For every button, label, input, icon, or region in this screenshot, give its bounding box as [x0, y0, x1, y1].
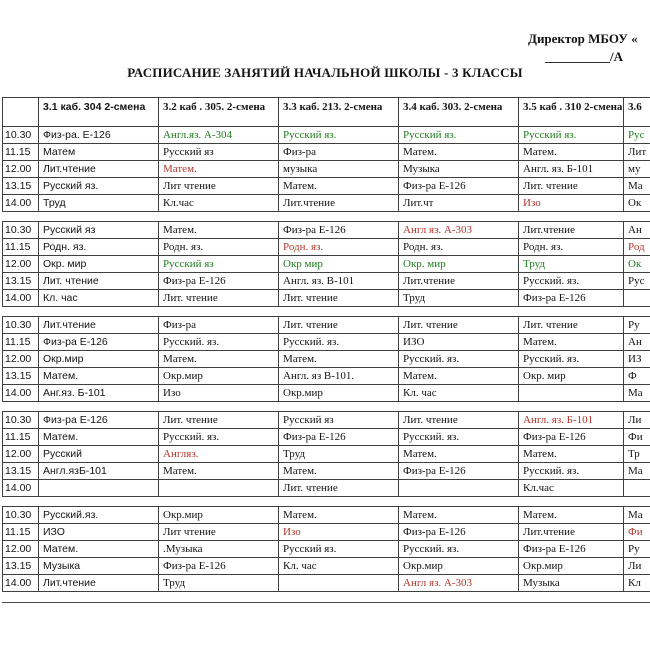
- subject-cell: Ру: [624, 317, 650, 334]
- time-cell: 11.15: [3, 239, 39, 256]
- subject-cell: Родн. яз.: [519, 239, 624, 256]
- subject-cell: Ан: [624, 222, 650, 239]
- schedule-day-3: [2, 316, 650, 402]
- subject-cell: Физ-ра Е-126: [399, 524, 519, 541]
- table-row: [3, 446, 650, 463]
- subject-cell: Русский. яз.: [399, 429, 519, 446]
- subject-cell: Музыка: [399, 161, 519, 178]
- subject-cell: Лит.чтение: [279, 195, 399, 212]
- subject-cell: Окр. мир: [519, 368, 624, 385]
- subject-cell: Физ-ра Е-126: [39, 334, 159, 351]
- time-cell: 12.00: [3, 446, 39, 463]
- subject-cell: Ма: [624, 178, 650, 195]
- table-row: [3, 290, 650, 307]
- subject-cell: Англ яз. А-303: [399, 222, 519, 239]
- page-title: РАСПИСАНИЕ ЗАНЯТИЙ НАЧАЛЬНОЙ ШКОЛЫ - 3 КЛАССЫ: [127, 65, 523, 80]
- subject-cell: Русский яз.: [519, 127, 624, 144]
- subject-cell: Труд: [279, 446, 399, 463]
- subject-cell: Англяз.: [159, 446, 279, 463]
- subject-cell: Лит. чтение: [159, 412, 279, 429]
- subject-cell: Физ-ра Е-126: [159, 558, 279, 575]
- subject-cell: Физ-ра Е-126: [519, 290, 624, 307]
- subject-cell: Ан: [624, 334, 650, 351]
- subject-cell: Русский яз: [159, 256, 279, 273]
- subject-cell: Матем.: [399, 446, 519, 463]
- subject-cell: Физ-ра Е-126: [279, 222, 399, 239]
- subject-cell: Русский. яз.: [159, 334, 279, 351]
- subject-cell: Матем.: [39, 368, 159, 385]
- table-bottom-border: [2, 602, 650, 603]
- subject-cell: Окр мир: [279, 256, 399, 273]
- subject-cell: Родн. яз.: [39, 239, 159, 256]
- schedule-day-5: [2, 506, 650, 592]
- time-cell: 11.15: [3, 524, 39, 541]
- subject-cell: [159, 480, 279, 497]
- subject-cell: Лит. чтение: [279, 290, 399, 307]
- time-cell: 10.30: [3, 317, 39, 334]
- subject-cell: [39, 480, 159, 497]
- subject-cell: Кл. час: [39, 290, 159, 307]
- subject-cell: Кл.час: [159, 195, 279, 212]
- time-cell: 11.15: [3, 429, 39, 446]
- subject-cell: Лит чтение: [159, 524, 279, 541]
- subject-cell: Окр.мир: [399, 558, 519, 575]
- subject-cell: Матем.: [399, 368, 519, 385]
- time-cell: 11.15: [3, 144, 39, 161]
- table-row: [3, 239, 650, 256]
- subject-cell: Русский яз.: [279, 127, 399, 144]
- subject-cell: Фи: [624, 524, 650, 541]
- time-column-header: [3, 98, 39, 127]
- schedule-day-2: [2, 221, 650, 307]
- director-line: Директор МБОУ «: [528, 31, 638, 46]
- class-column-header: 3.6: [624, 98, 650, 127]
- time-cell: 13.15: [3, 178, 39, 195]
- subject-cell: Род: [624, 239, 650, 256]
- subject-cell: Лит.чтение: [39, 161, 159, 178]
- table-row: [3, 385, 650, 402]
- subject-cell: Лит. чтение: [39, 273, 159, 290]
- subject-cell: Русский. яз.: [519, 351, 624, 368]
- table-row: [3, 317, 650, 334]
- subject-cell: Матем.: [39, 429, 159, 446]
- subject-cell: Русский яз.: [279, 541, 399, 558]
- class-column-header: 3.5 каб . 310 2-смена: [519, 98, 624, 127]
- table-row: [3, 507, 650, 524]
- subject-cell: Лит.чтение: [519, 524, 624, 541]
- subject-cell: Матем.: [399, 507, 519, 524]
- time-cell: 13.15: [3, 463, 39, 480]
- subject-cell: Русский. яз.: [399, 541, 519, 558]
- subject-cell: Русский яз.: [39, 178, 159, 195]
- subject-cell: Матем.: [279, 507, 399, 524]
- subject-cell: Русский яз: [279, 412, 399, 429]
- subject-cell: [279, 575, 399, 592]
- subject-cell: Окр.мир: [39, 351, 159, 368]
- subject-cell: Физ-ра: [279, 144, 399, 161]
- subject-cell: Физ-ра: [159, 317, 279, 334]
- time-cell: 10.30: [3, 127, 39, 144]
- subject-cell: Физ-ра Е-126: [279, 429, 399, 446]
- subject-cell: Физ-ра Е-126: [159, 273, 279, 290]
- subject-cell: Труд: [399, 290, 519, 307]
- subject-cell: Матем.: [279, 351, 399, 368]
- table-row: [3, 161, 650, 178]
- column-header-row: [3, 98, 650, 127]
- subject-cell: Окр.мир: [279, 385, 399, 402]
- subject-cell: Изо: [279, 524, 399, 541]
- time-cell: 13.15: [3, 558, 39, 575]
- subject-cell: Лит. чтение: [519, 317, 624, 334]
- subject-cell: Труд: [159, 575, 279, 592]
- table-row: [3, 412, 650, 429]
- subject-cell: Окр.мир: [159, 507, 279, 524]
- subject-cell: Русский. яз.: [279, 334, 399, 351]
- subject-cell: Ок: [624, 195, 650, 212]
- class-column-header: 3.4 каб. 303. 2-смена: [399, 98, 519, 127]
- subject-cell: Русский: [39, 446, 159, 463]
- table-row: [3, 273, 650, 290]
- subject-cell: Музыка: [39, 558, 159, 575]
- class-column-header: 3.3 каб. 213. 2-смена: [279, 98, 399, 127]
- subject-cell: Физ-ра Е-126: [519, 541, 624, 558]
- subject-cell: Матем.: [159, 222, 279, 239]
- subject-cell: Ма: [624, 507, 650, 524]
- time-cell: 14.00: [3, 195, 39, 212]
- subject-cell: Окр.мир: [519, 558, 624, 575]
- subject-cell: Родн. яз.: [279, 239, 399, 256]
- subject-cell: Англ.язБ-101: [39, 463, 159, 480]
- subject-cell: Лит. чтение: [279, 317, 399, 334]
- time-cell: 14.00: [3, 480, 39, 497]
- time-cell: 14.00: [3, 385, 39, 402]
- time-cell: 10.30: [3, 507, 39, 524]
- time-cell: 10.30: [3, 412, 39, 429]
- subject-cell: Русский яз: [159, 144, 279, 161]
- subject-cell: Ма: [624, 463, 650, 480]
- subject-cell: ИЗ: [624, 351, 650, 368]
- subject-cell: Физ-ра Е-126: [399, 463, 519, 480]
- subject-cell: Англ. яз. Б-101: [519, 412, 624, 429]
- schedule-day-4: [2, 411, 650, 497]
- time-cell: 14.00: [3, 575, 39, 592]
- subject-cell: Тр: [624, 446, 650, 463]
- subject-cell: Родн. яз.: [399, 239, 519, 256]
- subject-cell: Лит.чтение: [519, 222, 624, 239]
- subject-cell: Лит: [624, 144, 650, 161]
- subject-cell: Кл. час: [399, 385, 519, 402]
- subject-cell: музыка: [279, 161, 399, 178]
- subject-cell: Окр.мир: [159, 368, 279, 385]
- subject-cell: Русский. яз.: [519, 273, 624, 290]
- subject-cell: [519, 385, 624, 402]
- subject-cell: Русский. яз.: [159, 429, 279, 446]
- subject-cell: Лит.чтение: [39, 575, 159, 592]
- subject-cell: Кл: [624, 575, 650, 592]
- subject-cell: ИЗО: [39, 524, 159, 541]
- class-column-header: 3.2 каб . 305. 2-смена: [159, 98, 279, 127]
- subject-cell: Матем: [39, 144, 159, 161]
- table-row: [3, 256, 650, 273]
- table-row: [3, 178, 650, 195]
- subject-cell: Ру: [624, 541, 650, 558]
- subject-cell: Кл.час: [519, 480, 624, 497]
- subject-cell: Лит.чтение: [399, 273, 519, 290]
- table-row: [3, 351, 650, 368]
- subject-cell: Физ-ра Е-126: [39, 412, 159, 429]
- subject-cell: Лит.чт: [399, 195, 519, 212]
- subject-cell: му: [624, 161, 650, 178]
- subject-cell: Физ-ра Е-126: [519, 429, 624, 446]
- subject-cell: Лит. чтение: [519, 178, 624, 195]
- time-cell: 12.00: [3, 541, 39, 558]
- table-row: [3, 368, 650, 385]
- subject-cell: Рус: [624, 273, 650, 290]
- subject-cell: Матем.: [39, 541, 159, 558]
- subject-cell: Матем.: [279, 463, 399, 480]
- subject-cell: .Музыка: [159, 541, 279, 558]
- table-row: [3, 429, 650, 446]
- subject-cell: Лит. чтение: [399, 412, 519, 429]
- subject-cell: Англ. яз. Б-101: [519, 161, 624, 178]
- table-row: [3, 222, 650, 239]
- subject-cell: Матем.: [399, 144, 519, 161]
- time-cell: 13.15: [3, 368, 39, 385]
- subject-cell: Матем.: [519, 446, 624, 463]
- subject-cell: Физ-ра. Е-126: [39, 127, 159, 144]
- subject-cell: Русский.яз.: [39, 507, 159, 524]
- subject-cell: Окр. мир: [39, 256, 159, 273]
- table-row: [3, 575, 650, 592]
- subject-cell: Фи: [624, 429, 650, 446]
- subject-cell: Музыка: [519, 575, 624, 592]
- table-row: [3, 480, 650, 497]
- time-cell: 12.00: [3, 256, 39, 273]
- subject-cell: Матем.: [519, 507, 624, 524]
- subject-cell: ИЗО: [399, 334, 519, 351]
- table-row: [3, 334, 650, 351]
- subject-cell: Физ-ра Е-126: [399, 178, 519, 195]
- signature-line: __________/А: [545, 49, 623, 64]
- subject-cell: Англ. яз. В-101: [279, 273, 399, 290]
- table-row: [3, 127, 650, 144]
- subject-cell: Матем.: [519, 144, 624, 161]
- subject-cell: Англ. яз В-101.: [279, 368, 399, 385]
- subject-cell: Лит. чтение: [399, 317, 519, 334]
- subject-cell: Матем.: [159, 351, 279, 368]
- subject-cell: Кл. час: [279, 558, 399, 575]
- time-cell: 12.00: [3, 161, 39, 178]
- subject-cell: Ф: [624, 368, 650, 385]
- subject-cell: [399, 480, 519, 497]
- subject-cell: Ок: [624, 256, 650, 273]
- subject-cell: Рус: [624, 127, 650, 144]
- subject-cell: Труд: [519, 256, 624, 273]
- table-row: [3, 524, 650, 541]
- subject-cell: Англ яз. А-303: [399, 575, 519, 592]
- subject-cell: Ли: [624, 558, 650, 575]
- schedule-header-and-day-1: [2, 97, 650, 212]
- time-cell: 10.30: [3, 222, 39, 239]
- subject-cell: Матем.: [519, 334, 624, 351]
- subject-cell: Лит.чтение: [39, 317, 159, 334]
- table-row: [3, 541, 650, 558]
- time-cell: 14.00: [3, 290, 39, 307]
- subject-cell: Матем.: [159, 463, 279, 480]
- subject-cell: Труд: [39, 195, 159, 212]
- time-cell: 13.15: [3, 273, 39, 290]
- class-column-header: 3.1 каб. 304 2-смена: [39, 98, 159, 127]
- subject-cell: Окр. мир: [399, 256, 519, 273]
- table-row: [3, 144, 650, 161]
- subject-cell: Ли: [624, 412, 650, 429]
- table-row: [3, 558, 650, 575]
- time-cell: 12.00: [3, 351, 39, 368]
- subject-cell: Изо: [159, 385, 279, 402]
- subject-cell: Лит. чтение: [279, 480, 399, 497]
- subject-cell: [624, 480, 650, 497]
- table-row: [3, 463, 650, 480]
- subject-cell: Ма: [624, 385, 650, 402]
- subject-cell: Анг.яз. Б-101: [39, 385, 159, 402]
- subject-cell: Лит чтение: [159, 178, 279, 195]
- subject-cell: Изо: [519, 195, 624, 212]
- subject-cell: Русский. яз.: [399, 351, 519, 368]
- subject-cell: Матем.: [159, 161, 279, 178]
- subject-cell: [624, 290, 650, 307]
- subject-cell: Лит. чтение: [159, 290, 279, 307]
- subject-cell: Русский. яз.: [519, 463, 624, 480]
- subject-cell: Русский яз: [39, 222, 159, 239]
- time-cell: 11.15: [3, 334, 39, 351]
- subject-cell: Англ.яз. А-304: [159, 127, 279, 144]
- schedule-table: [2, 97, 650, 603]
- subject-cell: Матем.: [279, 178, 399, 195]
- subject-cell: Русский яз.: [399, 127, 519, 144]
- table-row: [3, 195, 650, 212]
- subject-cell: Родн. яз.: [159, 239, 279, 256]
